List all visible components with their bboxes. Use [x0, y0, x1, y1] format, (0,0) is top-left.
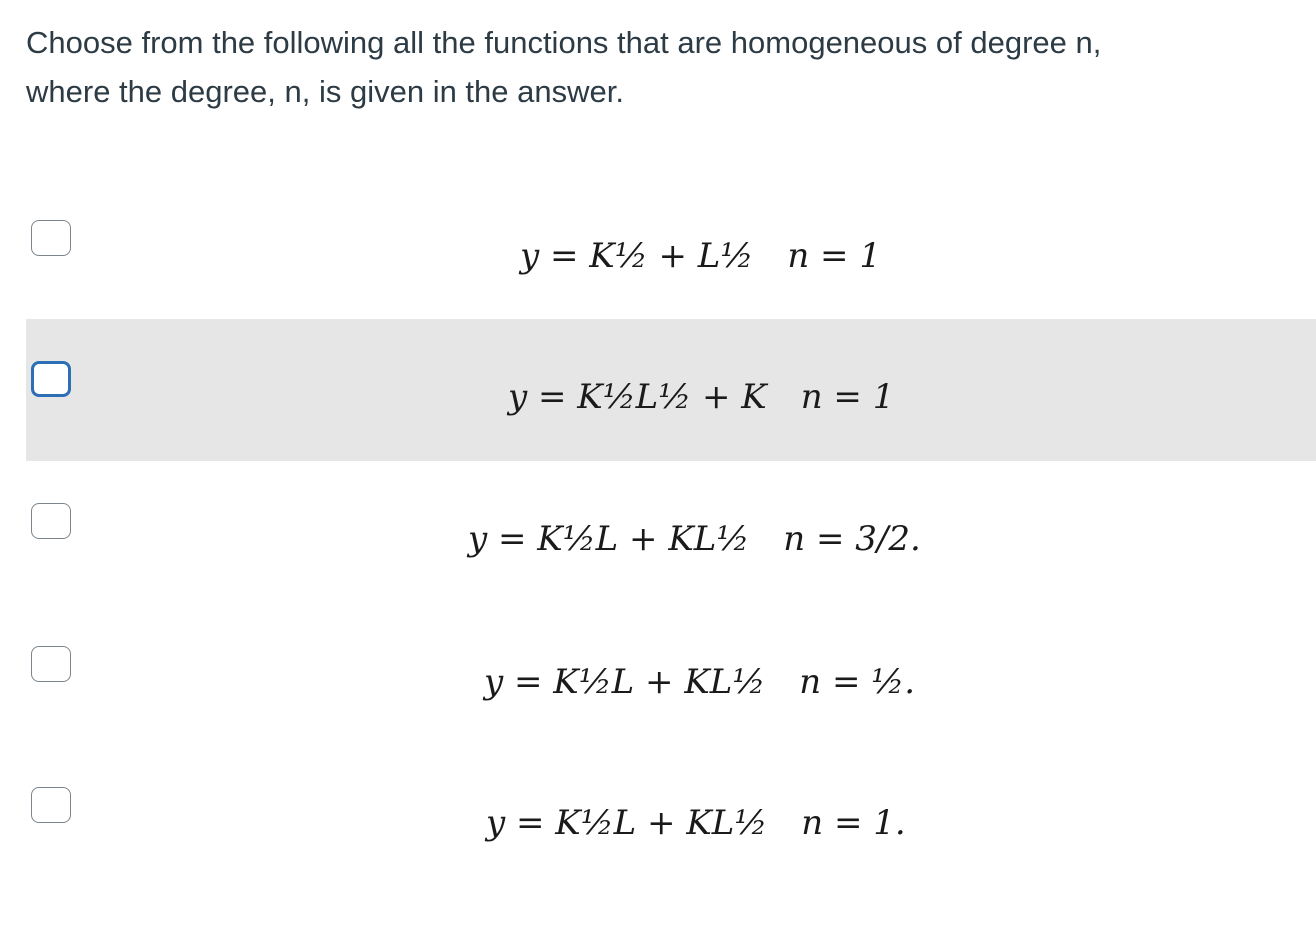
question-prompt [26, 18, 1286, 116]
answer-degree-5: n = 1. [801, 803, 906, 843]
answer-option-4[interactable] [26, 604, 1316, 746]
answer-equation-1: y = K½ + L½ [520, 236, 754, 276]
answer-checkbox-2[interactable] [31, 361, 71, 397]
answer-equation-2: y = K½L½ + K [508, 377, 767, 417]
answer-formula-3 [468, 519, 921, 559]
answer-formula-1 [520, 236, 881, 276]
answer-option-2[interactable] [26, 319, 1316, 461]
answer-degree-3: n = 3/2. [783, 519, 921, 559]
answer-checkbox-5[interactable] [31, 787, 71, 823]
question-line-2: where the degree, n, is given in the answer. [26, 74, 624, 109]
answer-equation-4: y = K½L + KL½ [484, 662, 766, 702]
answer-degree-2: n = 1 [800, 377, 895, 417]
answer-degree-4: n = ½. [799, 662, 916, 702]
answer-checkbox-3[interactable] [31, 503, 71, 539]
answer-equation-5: y = K½L + KL½ [486, 803, 768, 843]
answer-option-3[interactable] [26, 461, 1316, 603]
answer-formula-5 [486, 803, 906, 843]
answer-checkbox-4[interactable] [31, 646, 71, 682]
answer-formula-4 [484, 662, 915, 702]
question-line-1: Choose from the following all the functions that are homogeneous of degree n, [26, 25, 1102, 60]
answer-formula-2 [508, 377, 894, 417]
answer-checkbox-1[interactable] [31, 220, 71, 256]
answer-option-5[interactable] [26, 745, 1316, 887]
answer-equation-3: y = K½L + KL½ [468, 519, 750, 559]
answer-option-1[interactable] [26, 178, 1316, 320]
answer-degree-1: n = 1 [787, 236, 881, 276]
